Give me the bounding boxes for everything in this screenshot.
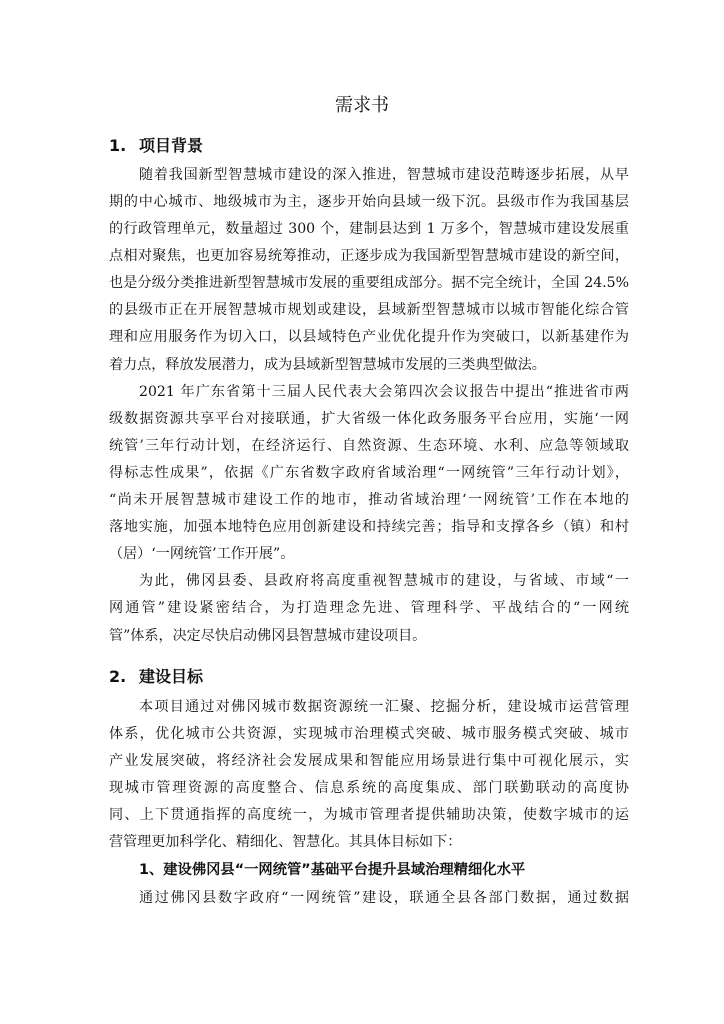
paragraph-line: 理和应用服务作为切入口，以县域特色产业优化提升作为突破口，以新基建作为 [109,329,629,345]
paragraph-line: 2021 年广东省第十三届人民代表大会第四次会议报告中提出“推进省市两 [139,384,629,400]
section-number: 1. [109,136,127,155]
section-heading-goals [109,665,203,689]
paragraph-line: 营管理更加科学化、精细化、智慧化。其具体目标如下： [109,834,462,850]
paragraph-line: （居）‘一网统管’工作开展”。 [109,546,295,562]
paragraph-line: 期的中心城市、地级城市为主，逐步开始向县域一级下沉。县级市作为我国基层 [109,194,629,210]
paragraph-line: 管”体系，决定尽快启动佛冈县智慧城市建设项目。 [109,628,427,644]
paragraph-line: 为此，佛冈县委、县政府将高度重视智慧城市的建设，与省域、市域“一 [139,573,629,589]
paragraph-line: 着力点，释放发展潜力，成为县域新型智慧城市发展的三类典型做法。 [109,357,546,373]
paragraph-line: “尚未开展智慧城市建设工作的地市，推动省域治理‘一网统管’工作在本地的 [109,492,629,508]
paragraph-line: 的行政管理单元，数量超过 300 个，建制县达到 1 万多个，智慧城市建设发展重 [109,221,629,237]
paragraph-line: 本项目通过对佛冈城市数据资源统一汇聚、挖掘分析，建设城市运营管理 [139,699,629,715]
section-title: 建设目标 [139,667,204,686]
paragraph-line: 产业发展突破，将经济社会发展成果和智能应用场景进行集中可视化展示，实 [109,753,629,769]
paragraph-line: 级数据资源共享平台对接联通，扩大省级一体化政务服务平台应用，实施‘一网 [109,411,629,427]
paragraph-line: 得标志性成果”，依据《广东省数字政府省域治理“一网统管”三年行动计划》， [109,465,629,481]
paragraph-line: 同、上下贯通指挥的高度统一，为城市管理者提供辅助决策，使数字城市的运 [109,807,629,823]
paragraph-line: 通过佛冈县数字政府“一网统管”建设，联通全县各部门数据，通过数据 [139,890,629,906]
paragraph-line: 统管’三年行动计划，在经济运行、自然资源、生态环境、水利、应急等领域取 [109,438,629,454]
paragraph-line: 也是分级分类推进新型智慧城市发展的重要组成部分。据不完全统计，全国 24.5% [109,275,629,291]
paragraph-line: 的县级市正在开展智慧城市规划或建设，县域新型智慧城市以城市智能化综合管 [109,302,629,318]
section-number: 2. [109,667,127,686]
paragraph-line: 体系，优化城市公共资源，实现城市治理模式突破、城市服务模式突破、城市 [109,726,629,742]
paragraph-line: 现城市管理资源的高度整合、信息系统的高度集成、部门联勤联动的高度协 [109,780,629,796]
paragraph-line: 随着我国新型智慧城市建设的深入推进，智慧城市建设范畴逐步拓展，从早 [139,167,629,183]
subsection-heading: 1、建设佛冈县“一网统管”基础平台提升县域治理精细化水平 [139,862,526,878]
paragraph-line: 点相对聚焦，也更加容易统筹推动，正逐步成为我国新型智慧城市建设的新空间， [109,248,629,264]
document-title: 需求书 [335,95,389,116]
section-title: 项目背景 [139,136,204,155]
paragraph-line: 落地实施，加强本地特色应用创新建设和持续完善；指导和支撑各乡（镇）和村 [109,519,629,535]
paragraph-line: 网通管”建设紧密结合，为打造理念先进、管理科学、平战结合的“一网统 [109,600,629,616]
section-heading-background [109,134,203,158]
